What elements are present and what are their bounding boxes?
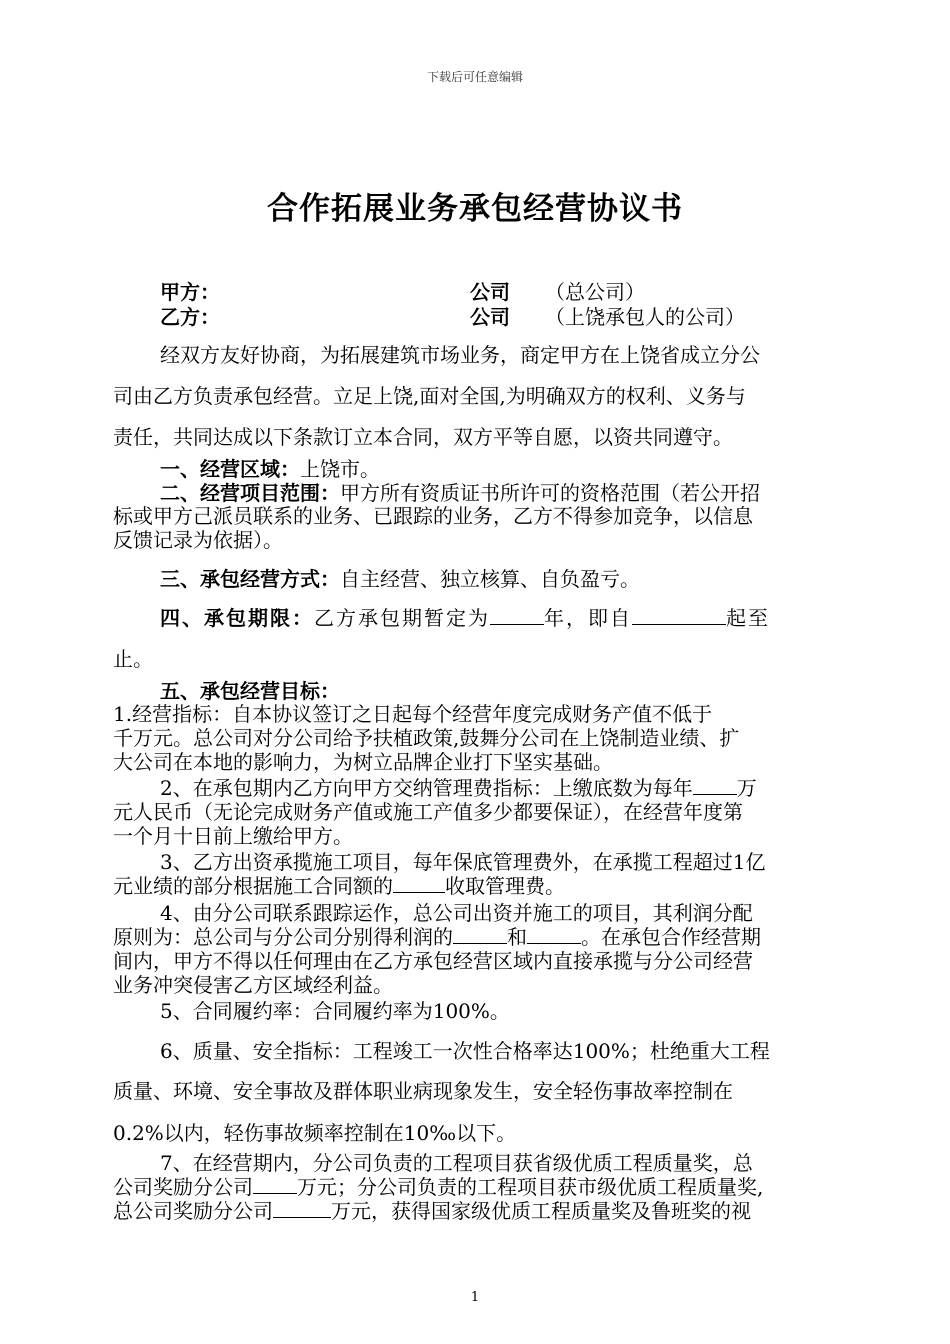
fee-rate-blank[interactable] [393, 874, 445, 893]
item-1-line-1: 1.经营指标：自本协议签订之日起每个经营年度完成财务产值不低于 [113, 702, 713, 726]
item-7-text-c: 总公司奖励分公司 [113, 1199, 273, 1223]
page-header: 下载后可任意编辑 [426, 70, 523, 84]
intro-line-2: 司由乙方负责承包经营。立足上饶,面对全国,为明确双方的权利、义务与 [113, 384, 746, 408]
provincial-award-blank[interactable] [253, 1175, 297, 1194]
item-7-text-b: 万元；分公司负责的工程项目获市级优质工程质量奖, [297, 1175, 764, 1199]
item-7-line-1: 7、在经营期内，分公司负责的工程项目获省级优质工程质量奖，总 [160, 1151, 753, 1175]
item-4-text-a: 原则为：总公司与分公司分别得利润的 [113, 925, 453, 949]
section-4-text-a: 乙方承包期暂定为 [314, 606, 490, 630]
section-3-text: 自主经营、独立核算、自负盈亏。 [340, 567, 640, 591]
section-5-heading: 五、承包经营目标： [160, 679, 340, 703]
section-2-heading: 二、经营项目范围： [160, 481, 340, 505]
section-2-text-1: 甲方所有资质证书所许可的资格范围（若公开招 [340, 481, 760, 505]
party-a-company: 公司 [470, 280, 510, 304]
city-award-blank[interactable] [273, 1199, 331, 1218]
item-2-line-3: 一个月十日前上缴给甲方。 [113, 824, 353, 848]
item-3-text-a: 元业绩的部分根据施工合同额的 [113, 874, 393, 898]
party-a-label: 甲方： [160, 280, 220, 304]
document-title: 合作拓展业务承包经营协议书 [267, 191, 683, 227]
intro-line-1: 经双方友好协商，为拓展建筑市场业务，商定甲方在上饶省成立分公 [160, 343, 760, 367]
party-b-label: 乙方： [160, 305, 220, 329]
section-2-line-2: 标或甲方己派员联系的业务、已跟踪的业务，乙方不得参加竞争，以信息 [113, 504, 753, 528]
item-3-line-2 [113, 870, 565, 899]
item-6-line-1: 6、质量、安全指标：工程竣工一次性合格率达100%；杜绝重大工程 [160, 1039, 770, 1063]
section-4-heading: 四、承包期限： [160, 606, 314, 630]
fee-base-blank[interactable] [693, 776, 737, 795]
item-6-line-2: 质量、环境、安全事故及群体职业病现象发生，安全轻伤事故率控制在 [113, 1079, 733, 1103]
party-b-company: 公司 [470, 305, 510, 329]
item-3-text-b: 收取管理费。 [445, 874, 565, 898]
item-6-line-3: 0.2%以内，轻伤事故频率控制在10‰以下。 [113, 1121, 517, 1145]
branch-share-blank[interactable] [527, 925, 581, 944]
item-4-line-1: 4、由分公司联系跟踪运作，总公司出资并施工的项目，其利润分配 [160, 901, 753, 925]
section-4-text-c: 起至 [726, 606, 770, 630]
hq-share-blank[interactable] [453, 925, 507, 944]
section-1-text: 上饶市。 [300, 457, 380, 481]
start-date-blank[interactable] [632, 606, 726, 625]
item-4-text-c: 。在承包合作经营期 [581, 925, 761, 949]
intro-line-3: 责任，共同达成以下条款订立本合同，双方平等自愿，以资共同遵守。 [113, 425, 733, 449]
item-2-line-2: 元人民币（无论完成财务产值或施工产值多少都要保证），在经营年度第 [113, 800, 743, 824]
section-3-heading: 三、承包经营方式： [160, 567, 340, 591]
item-2-text-a: 2、在承包期内乙方向甲方交纳管理费指标：上缴底数为每年 [160, 776, 693, 800]
item-4-line-3: 间内，甲方不得以任何理由在乙方承包经营区域内直接承揽与分公司经营 [113, 949, 753, 973]
item-4-text-b: 和 [507, 925, 527, 949]
section-4-text-b: 年，即自 [544, 606, 632, 630]
years-blank[interactable] [490, 606, 544, 625]
section-1-heading: 一、经营区域： [160, 457, 300, 481]
item-3-line-1: 3、乙方出资承揽施工项目，每年保底管理费外，在承揽工程超过1亿 [160, 850, 766, 874]
page-number: 1 [470, 1290, 480, 1305]
section-4 [160, 602, 770, 631]
item-7-text-a: 公司奖励分公司 [113, 1175, 253, 1199]
item-7-text-d: 万元，获得国家级优质工程质量奖及鲁班奖的视 [331, 1199, 751, 1223]
item-1-line-3: 大公司在本地的影响力，为树立品牌企业打下坚实基础。 [113, 750, 613, 774]
item-5: 5、合同履约率：合同履约率为100%。 [160, 999, 510, 1023]
item-2-text-b: 万 [736, 776, 757, 800]
party-b-note: （上饶承包人的公司） [545, 305, 745, 329]
party-a-note: （总公司） [545, 280, 645, 304]
section-2-line-3: 反馈记录为依据）。 [113, 528, 283, 552]
section-4-line-2: 止。 [113, 647, 153, 671]
item-1-line-2: 千万元。总公司对分公司给予扶植政策,鼓舞分公司在上饶制造业绩、扩 [113, 726, 740, 750]
item-4-line-4: 业务冲突侵害乙方区域经利益。 [113, 973, 393, 997]
item-7-line-3 [113, 1195, 751, 1224]
section-3 [160, 563, 640, 592]
